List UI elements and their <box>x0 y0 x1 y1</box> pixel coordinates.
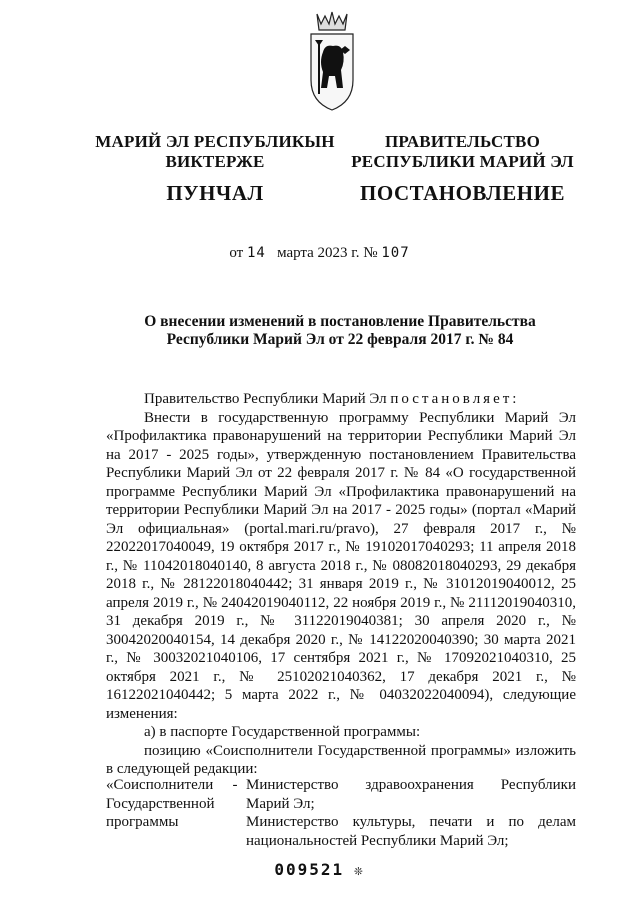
document-body <box>106 390 576 779</box>
coexecutor-1: Министерство здравоохранения Республики Марий Эл; <box>246 777 576 812</box>
table-cell-dash: - <box>232 777 238 793</box>
resolution-intro <box>106 390 576 409</box>
header-left-line2: ВИКТЕРЖЕ <box>165 152 265 171</box>
item-position: позицию «Соисполнители Государственной программы» изложить в следующей редакции: <box>106 742 576 777</box>
document-number: 107 <box>381 245 410 261</box>
coexecutors-table <box>106 776 576 850</box>
amendment-paragraph: Внести в государственную программу Республики Марий Эл «Профилактика правонарушений на территории Республики Марий Эл на 2017 - 2025 годы», утвержденную постановлением Правительства Республики Марий Эл от 22 февраля 2017 г. № 84 «О государственной программе Республики Марий Эл «Профилактика правонарушений на территории Республики Марий Эл на 2017 - 2025 годы» (портал «Марий Эл официальная» (portal.mari.ru/pravo), 27 февраля 2017 г., № 22022017040049, 19 октября 2017 г., № 19102017040293; 11 апреля 2018 г., № 11042018040140, 8 августа 2018 г., № 08082018040293, 29 декабря 2018 г., № 28122018040442; 31 января 2019 г., № 31012019040012, 25 апреля 2019 г., № 24042019040112, 22 ноября 2019 г., № 21112019040310, 31 декабря 2019 г., № 31122019040381; 30 апреля 2020 г., № 30042020040154, 14 декабря 2020 г., № 14122020040390; 30 марта 2021 г., № 30032021040106, 17 сентября 2021 г., № 17092021040310, 25 октября 2021 г., № 25102021040362, 17 декабря 2021 г., № 16122021040442; 5 марта 2022 г., № 04032022040094), следующие изменения: <box>106 409 576 722</box>
date-month-year: марта 2023 г. № <box>277 245 378 261</box>
header-right <box>335 132 590 206</box>
intro-text: Правительство Республики Марий Эл <box>144 391 391 407</box>
serial-mark-icon: ❊ <box>354 863 365 879</box>
header-right-line2: РЕСПУБЛИКИ МАРИЙ ЭЛ <box>351 152 574 171</box>
document-date <box>0 245 639 262</box>
header-left-doc-type: ПУНЧАЛ <box>166 181 264 205</box>
date-day: 14 <box>246 245 266 261</box>
table-row <box>106 776 576 850</box>
serial-value: 009521 <box>274 860 345 879</box>
header-right-line1: ПРАВИТЕЛЬСТВО <box>385 132 540 151</box>
title-line1: О внесении изменений в постановление Правительства <box>144 313 536 330</box>
document-title <box>110 313 570 349</box>
item-a: а) в паспорте Государственной программы: <box>144 724 421 740</box>
title-line2: Республики Марий Эл от 22 февраля 2017 г. № 84 <box>166 331 514 348</box>
serial-number <box>0 860 639 879</box>
intro-verb: постановляет: <box>390 391 520 407</box>
date-prefix: от <box>229 245 244 261</box>
table-cell-label: «Соисполнители Государственной программы <box>106 777 215 830</box>
header-left-line1: МАРИЙ ЭЛ РЕСПУБЛИКЫН <box>95 132 335 151</box>
coexecutor-2: Министерство культуры, печати и по делам национальностей Республики Марий Эл; <box>246 814 576 849</box>
coat-of-arms-icon <box>303 10 361 116</box>
header-right-doc-type: ПОСТАНОВЛЕНИЕ <box>360 181 565 205</box>
table-cell-value <box>246 776 576 850</box>
header-left <box>70 132 360 206</box>
